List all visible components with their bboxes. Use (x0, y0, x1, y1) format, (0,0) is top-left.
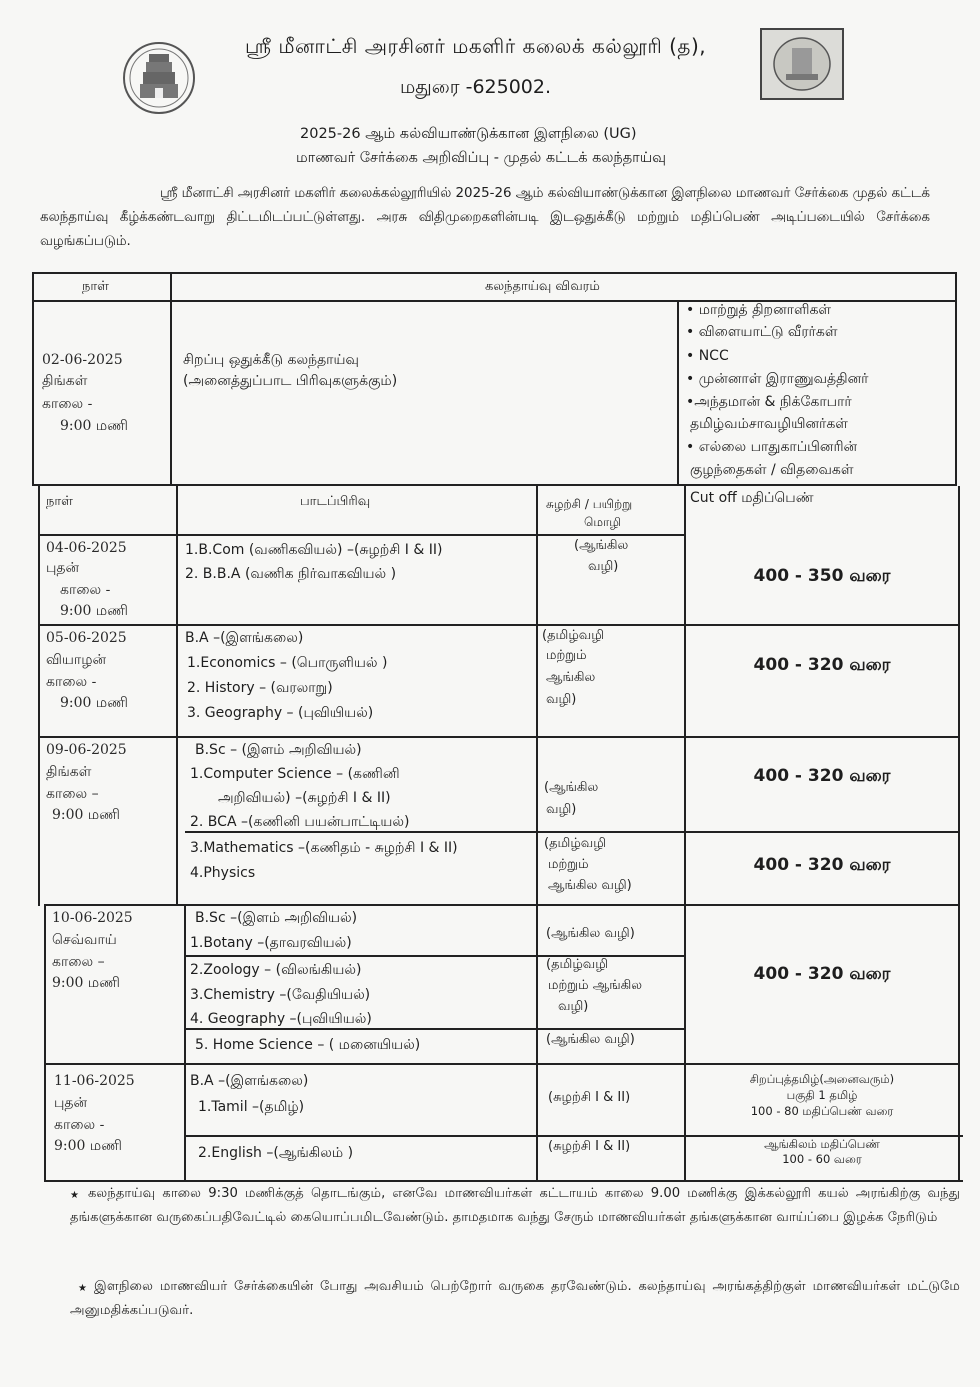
row-date: 09-06-2025 (46, 742, 127, 758)
row-time: 9:00 மணி (54, 1138, 122, 1154)
medium-line: ஆங்கில வழி) (548, 878, 632, 893)
row-date: 04-06-2025 (46, 540, 127, 556)
college-logo (760, 28, 844, 100)
cutoff-value: 400 - 320 வரை (753, 964, 891, 984)
course-line: B.Sc – (இளம் அறிவியல்) (195, 742, 362, 758)
row-date: 05-06-2025 (46, 630, 127, 646)
note-parents: இளநிலை மாணவியர் சேர்க்கையின் போது அவசியம் பெற்றோர் வருகை தரவேண்டும். கலந்தாய்வு அரங்கத்திற்குள் மாணவியர்கள் மட்டுமே அனுமதிக்கப்படுவர். (70, 1279, 960, 1318)
special-details-header: கலந்தாய்வு விவரம் (485, 279, 600, 294)
medium-line: (ஆங்கில (544, 780, 599, 795)
course-line: 1.Computer Science – (கணினி (190, 766, 400, 782)
note-arrival: கலந்தாய்வு காலை 9:30 மணிக்குத் தொடங்கும், எனவே மாணவியர்கள் கட்டாயம் காலை 9.00 மணிக்கு இக்கல்லூரி கயல் அரங்கிற்கு வந்து தங்களுக்கான வருகைப்பதிவேட்டில் கையொப்பமிடவேண்டும். தாமதமாக வந்து சேரும் மாணவியர்கள் தங்களுக்கான வாய்ப்பை இழக்க நேரிடும் (70, 1186, 960, 1225)
row-day: வியாழன் (46, 652, 107, 668)
intro-paragraph: ஸ்ரீ மீனாட்சி அரசினர் மகளிர் கலைக்கல்லூரியில் 2025-26 ஆம் கல்வியாண்டுக்கான இளநிலை மாணவர் சேர்க்கை முதல் கட்டக் கலந்தாய்வு கீழ்க்கண்டவாறு திட்டமிடப்பட்டுள்ளது. அரசு விதிமுறைகளின்படி இடஒதுக்கீடு மற்றும் மதிப்பெண் அடிப்படையில் சேர்க்கை வழங்கப்படும். (40, 186, 930, 249)
cutoff-value: 400 - 350 வரை (753, 566, 891, 586)
cutoff-note: 100 - 80 மதிப்பெண் வரை (750, 1104, 894, 1118)
course-line: அறிவியல்) –(சுழற்சி I & II) (218, 790, 391, 806)
row-time: 9:00 மணி (52, 975, 120, 991)
special-date-header: நாள் (82, 279, 109, 294)
medium-line: (சுழற்சி I & II) (548, 1090, 631, 1105)
special-date: 02-06-2025 (42, 352, 123, 368)
cutoff-note: சிறப்புத்தமிழ்(அனைவரும்) (749, 1072, 895, 1086)
course-line: 2. BCA –(கணினி பயன்பாட்டியல்) (190, 814, 410, 830)
notice-subtitle: மாணவர் சேர்க்கை அறிவிப்பு - முதல் கட்டக் கலந்தாய்வு (296, 150, 667, 166)
row-time-label: காலை - (60, 582, 111, 598)
medium-line: (சுழற்சி I & II) (548, 1139, 631, 1154)
course-line: 2. B.B.A (வணிக நிர்வாகவியல் ) (185, 566, 397, 582)
special-desc-sub: (அனைத்துப்பாட பிரிவுகளுக்கும்) (183, 373, 398, 389)
category-list-item: குழந்தைகள் / விதவைகள் (690, 462, 854, 478)
tn-government-emblem (122, 38, 196, 118)
course-line: 4.Physics (190, 865, 256, 881)
course-line: 2.English –(ஆங்கிலம் ) (198, 1145, 354, 1161)
medium-line: (ஆங்கில வழி) (546, 926, 635, 941)
row-day: புதன் (54, 1095, 88, 1111)
row-time-label: காலை - (46, 674, 97, 690)
course-line: 3.Mathematics –(கணிதம் - சுழற்சி I & II) (190, 840, 458, 856)
cutoff-note: பகுதி 1 தமிழ் (786, 1088, 858, 1102)
category-list-item: •அந்தமான் & நிக்கோபார் (686, 394, 852, 410)
medium-line: வழி) (546, 802, 577, 817)
medium-line: வழி) (546, 692, 577, 707)
course-line: 4. Geography –(புவியியல்) (190, 1011, 372, 1027)
row-time-label: காலை - (54, 1117, 105, 1133)
medium-line: ஆங்கில (546, 670, 596, 685)
medium-line: (தமிழ்வழி (544, 836, 607, 851)
medium-line: (ஆங்கில வழி) (546, 1032, 635, 1047)
cutoff-value: 400 - 320 வரை (753, 766, 891, 786)
medium-line: (ஆங்கில (574, 538, 629, 553)
cutoff-note: 100 - 60 வரை (782, 1152, 862, 1166)
course-line: 1.Economics – (பொருளியல் ) (187, 655, 388, 671)
col-header-shift: சுழற்சி / பயிற்று (546, 497, 633, 511)
course-line: B.Sc –(இளம் அறிவியல்) (195, 910, 358, 926)
category-list-item: • மாற்றுத் திறனாளிகள் (686, 302, 832, 318)
medium-line: (தமிழ்வழி (546, 957, 609, 972)
medium-line: வழி) (588, 559, 619, 574)
row-time: 9:00 மணி (60, 695, 128, 711)
course-line: 3. Geography – (புவியியல்) (187, 705, 374, 721)
course-line: 2. History – (வரலாறு) (187, 680, 333, 696)
course-line: 1.B.Com (வணிகவியல்) –(சுழற்சி I & II) (185, 542, 443, 558)
row-date: 11-06-2025 (54, 1073, 135, 1089)
row-day: புதன் (46, 560, 80, 576)
medium-line: மற்றும் (548, 857, 589, 872)
special-day: திங்கள் (42, 373, 88, 389)
col-header-medium: மொழி (584, 515, 622, 529)
medium-line: வழி) (558, 999, 589, 1014)
course-line: 1.Tamil –(தமிழ்) (198, 1099, 305, 1115)
col-header-course: பாடப்பிரிவு (300, 494, 371, 509)
cutoff-note: ஆங்கிலம் மதிப்பெண் (764, 1137, 880, 1151)
col-header-date: நாள் (46, 494, 73, 509)
college-name: ஸ்ரீ மீனாட்சி அரசினர் மகளிர் கலைக் கல்லூரி (த), (245, 34, 707, 58)
star-icon: ★ (78, 1283, 87, 1294)
course-line: 3.Chemistry –(வேதியியல்) (190, 987, 371, 1003)
medium-line: மற்றும் (546, 648, 587, 663)
row-time: 9:00 மணி (52, 807, 120, 823)
medium-line: (தமிழ்வழி (542, 628, 605, 643)
row-time: 9:00 மணி (60, 603, 128, 619)
course-line: 5. Home Science – ( மனையியல்) (195, 1037, 421, 1053)
category-list-item: தமிழ்வம்சாவழியினர்கள் (690, 416, 848, 432)
cutoff-value: 400 - 320 வரை (753, 655, 891, 675)
cutoff-value: 400 - 320 வரை (753, 855, 891, 875)
category-list-item: • விளையாட்டு வீரர்கள் (686, 324, 838, 340)
category-list-item: • எல்லை பாதுகாப்பினரின் (686, 439, 858, 455)
college-city: மதுரை -625002. (400, 76, 552, 98)
medium-line: மற்றும் ஆங்கில (548, 978, 643, 993)
category-list-item: • முன்னாள் இராணுவத்தினர் (686, 371, 869, 387)
special-time: 9:00 மணி (60, 418, 128, 434)
course-line: B.A –(இளங்கலை) (185, 630, 304, 646)
category-list-item: • NCC (686, 348, 729, 364)
row-time-label: காலை – (46, 786, 99, 802)
row-day: செவ்வாய் (52, 932, 117, 948)
course-line: 1.Botany –(தாவரவியல்) (190, 935, 352, 951)
col-header-cutoff: Cut off மதிப்பெண் (690, 490, 814, 506)
row-time-label: காலை – (52, 954, 105, 970)
notice-title: 2025-26 ஆம் கல்வியாண்டுக்கான இளநிலை (UG) (300, 126, 637, 142)
star-icon: ★ (70, 1190, 79, 1201)
row-date: 10-06-2025 (52, 910, 133, 926)
special-time-label: காலை - (42, 396, 93, 412)
course-line: 2.Zoology – (விலங்கியல்) (190, 962, 362, 978)
row-day: திங்கள் (46, 764, 92, 780)
special-desc: சிறப்பு ஒதுக்கீடு கலந்தாய்வு (183, 352, 359, 368)
course-line: B.A –(இளங்கலை) (190, 1073, 309, 1089)
